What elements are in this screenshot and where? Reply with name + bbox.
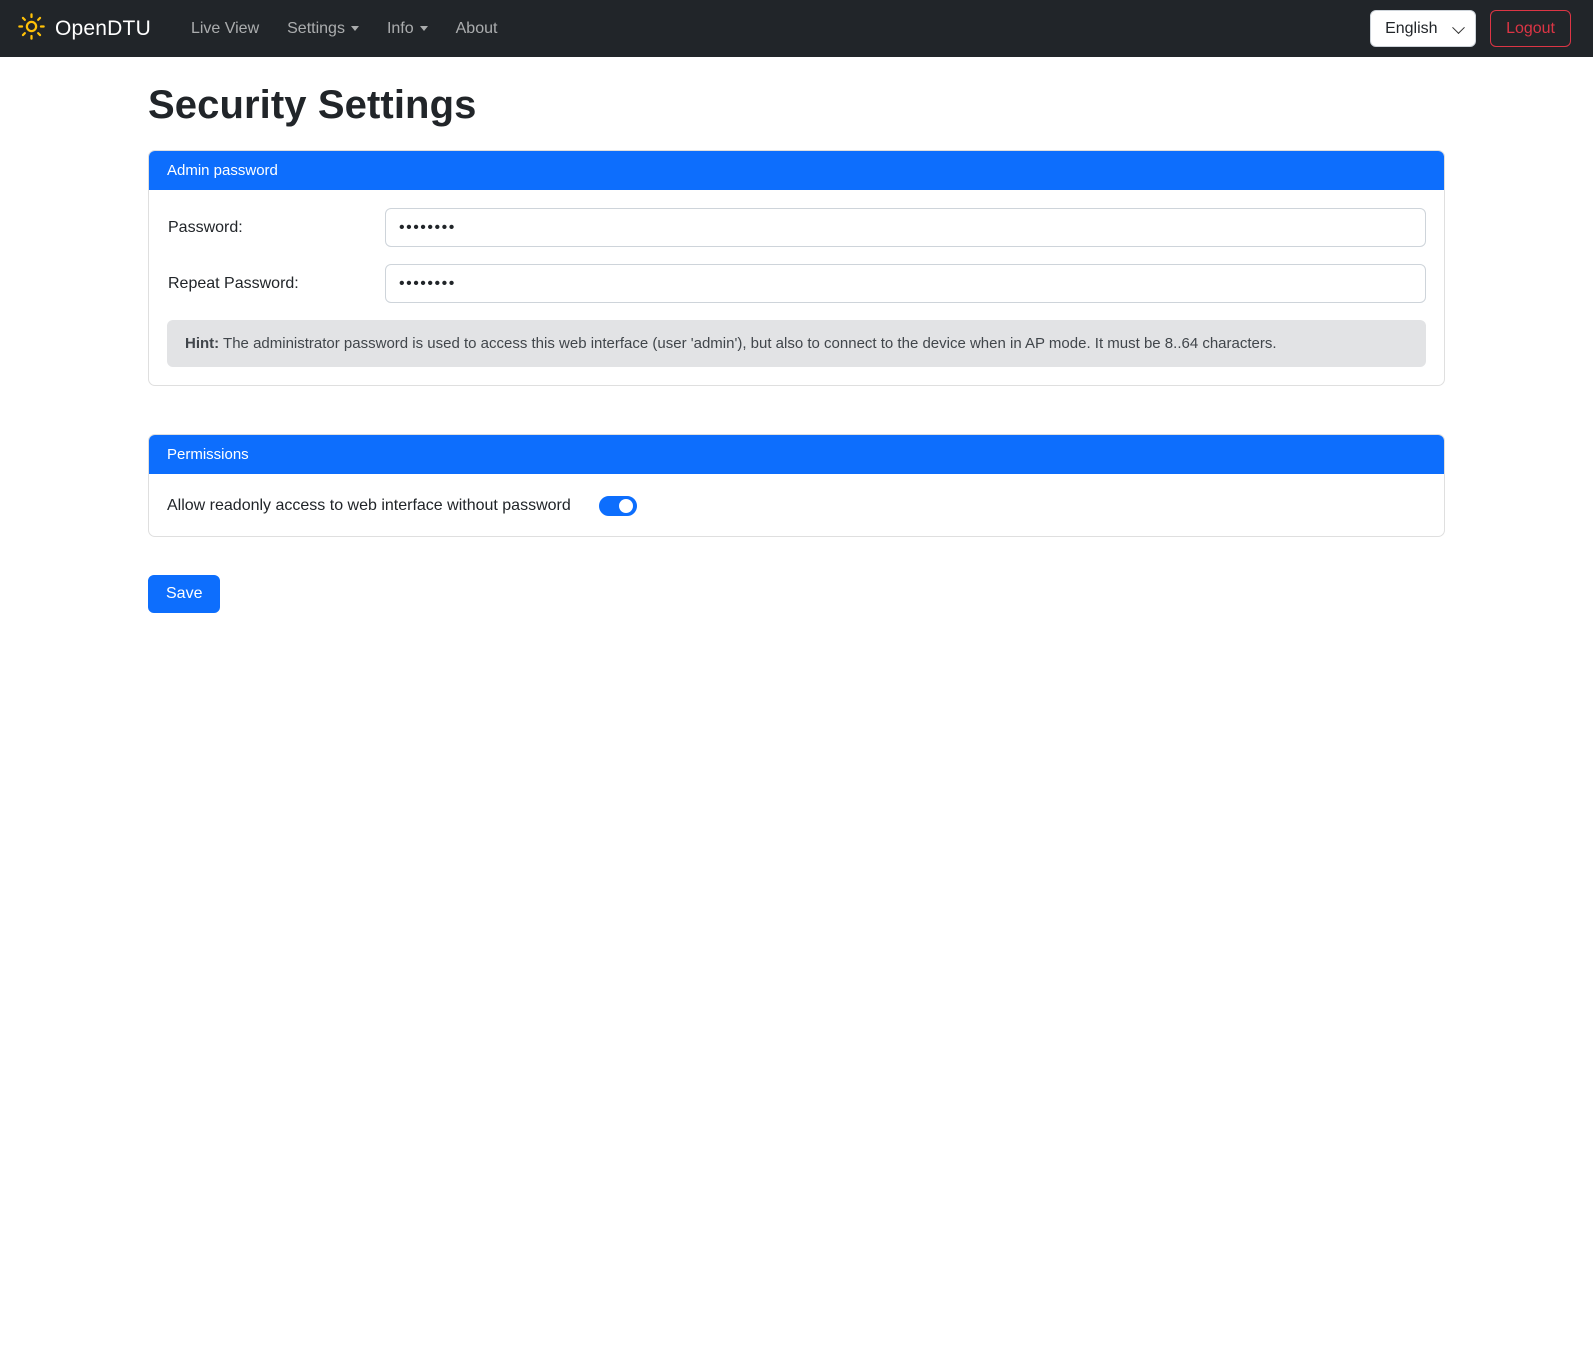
toggle-knob — [619, 499, 633, 513]
admin-password-card-header: Admin password — [149, 151, 1444, 190]
page-container — [0, 83, 1593, 613]
nav-item-settings[interactable] — [273, 12, 373, 46]
readonly-access-label: Allow readonly access to web interface without password — [167, 497, 571, 514]
nav-item-about[interactable] — [442, 12, 512, 46]
repeat-password-row — [167, 264, 1426, 303]
nav-links — [177, 12, 512, 46]
password-hint-title: Hint: — [185, 335, 220, 352]
sun-icon — [18, 13, 45, 45]
password-input[interactable] — [385, 208, 1426, 247]
admin-password-card — [148, 150, 1445, 386]
nav-item-info-label: Info — [386, 19, 414, 37]
permissions-card-header: Permissions — [149, 435, 1444, 474]
navbar-right — [1370, 10, 1571, 47]
save-button[interactable]: Save — [148, 575, 220, 613]
nav-item-live-view-label: Live View — [190, 19, 260, 37]
language-select-value: English — [1385, 19, 1438, 37]
permissions-card — [148, 434, 1445, 537]
nav-item-info[interactable] — [373, 12, 442, 46]
repeat-password-label: Repeat Password: — [168, 274, 299, 292]
readonly-access-row — [167, 492, 1426, 518]
chevron-down-icon — [420, 26, 428, 31]
nav-item-settings-label: Settings — [287, 19, 345, 37]
repeat-password-input[interactable] — [385, 264, 1426, 303]
chevron-down-icon — [351, 26, 359, 31]
admin-password-card-body — [149, 190, 1444, 385]
password-row — [167, 208, 1426, 247]
password-hint — [167, 320, 1426, 367]
navbar — [0, 0, 1593, 57]
brand[interactable] — [18, 13, 151, 45]
nav-item-about-label: About — [455, 19, 498, 37]
nav-item-live-view[interactable] — [177, 12, 273, 46]
logout-button[interactable]: Logout — [1490, 10, 1571, 47]
chevron-down-icon — [1452, 21, 1465, 34]
page-title: Security Settings — [148, 83, 477, 127]
password-hint-text: The administrator password is used to access this web interface (user 'admin'), but also to connect to the device when in AP mode. It must be 8..64 characters. — [219, 335, 1277, 352]
password-label: Password: — [168, 218, 243, 236]
readonly-access-toggle[interactable] — [599, 496, 637, 516]
language-select[interactable] — [1370, 10, 1476, 47]
brand-label: OpenDTU — [55, 16, 151, 40]
permissions-card-body — [149, 474, 1444, 536]
